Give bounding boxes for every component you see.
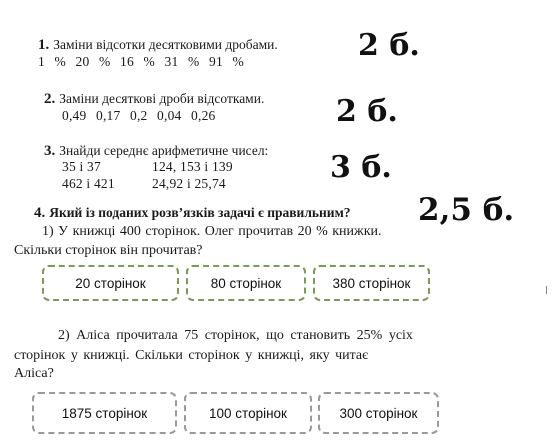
- question-3-number: 3.: [44, 143, 56, 159]
- task-2-line-1: 2) Аліса прочитала 75 сторінок, що становить 25% усіх: [58, 328, 413, 343]
- question-1-number: 1.: [38, 37, 50, 53]
- task-2-option-2[interactable]: 100 сторінок: [184, 392, 312, 434]
- question-3-pair-1: 35 і 37: [62, 159, 101, 174]
- task-1-option-3[interactable]: 380 сторінок: [313, 265, 430, 301]
- question-4-header: [34, 204, 351, 222]
- question-3-pair-4: 24,92 і 25,74: [152, 176, 226, 191]
- task-2-option-3[interactable]: 300 сторінок: [318, 392, 439, 434]
- question-3-header: [44, 142, 268, 160]
- question-3-score: 3 б.: [330, 150, 392, 185]
- question-1-score: 2 б.: [358, 28, 420, 63]
- task-2-option-1[interactable]: 1875 сторінок: [32, 392, 177, 434]
- task-1-option-2[interactable]: 80 сторінок: [186, 265, 306, 301]
- question-2-number: 2.: [44, 91, 56, 107]
- question-4-score: 2,5 б.: [418, 192, 515, 228]
- task-1-option-1[interactable]: 20 сторінок: [42, 265, 179, 301]
- question-4-text: Який із поданих розв’язків задачі є правильним?: [49, 205, 351, 220]
- question-2-text: Заміни десяткові дроби відсотками.: [59, 91, 265, 106]
- question-3-pair-2: 124, 153 і 139: [152, 159, 233, 174]
- question-3-pair-3: 462 і 421: [62, 176, 115, 191]
- question-1-values: 1 % 20 % 16 % 31 % 91 %: [38, 54, 244, 69]
- question-1-text: Заміни відсотки десятковими дробами.: [53, 37, 278, 52]
- task-1-line-2: Скільки сторінок він прочитав?: [14, 243, 203, 258]
- text-cursor-mark: [546, 286, 547, 294]
- task-1-line-1: 1) У книжці 400 сторінок. Олег прочитав 20 % книжки.: [42, 224, 382, 239]
- question-2-score: 2 б.: [336, 94, 398, 129]
- question-1-header: [38, 36, 278, 54]
- task-2-line-3: Аліса?: [14, 366, 54, 381]
- question-3-text: Знайди середнє арифметичне чисел:: [59, 143, 269, 158]
- task-2-line-2: сторінок у книжці. Скільки сторінок у книжці, яку читає: [14, 348, 369, 363]
- question-2-header: [44, 90, 264, 108]
- question-2-values: 0,49 0,17 0,2 0,04 0,26: [62, 108, 216, 123]
- question-4-number: 4.: [34, 205, 46, 221]
